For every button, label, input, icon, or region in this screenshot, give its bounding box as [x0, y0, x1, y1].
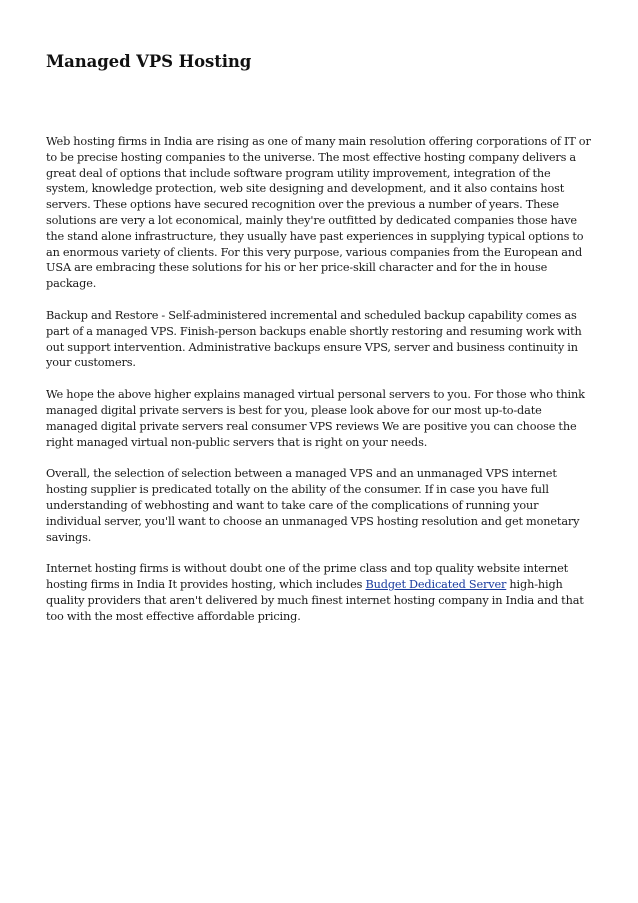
paragraph-web-hosting-india: Web hosting firms in India are rising as one of many main resolution offering corporations of IT or to be precise hosting companies to the universe. The most effective hosting company delivers a great deal of options that include software program utility improvement, integration of the system, knowledge protection, web site designing and development, and it also contains host servers. These options have secured recognition over the previous a number of years. These solutions are very a lot economical, mainly they're outfitted by dedicated companies those have the stand alone infrastructure, they usually have past experiences in supplying typical options to an enormous variety of clients. For this very purpose, various companies from the European and USA are embracing these solutions for his or her price-skill character and for the in house package. — [46, 135, 591, 291]
paragraph-hosting-firms-india — [46, 561, 594, 624]
paragraph-managed-vps-reviews: We hope the above higher explains managed virtual personal servers to you. For those who think managed digital private servers is best for you, please look above for our most up-to-date managed digital private servers real consumer VPS reviews We are positive you can choose the right managed virtual non-public servers that is right on your needs. — [46, 388, 585, 449]
budget-dedicated-server-link[interactable]: Budget Dedicated Server — [365, 578, 507, 592]
page-title: Managed VPS Hosting — [46, 52, 252, 71]
paragraph-text-before-link: Internet hosting firms is without doubt one of the prime class and top quality website internet hosting firms in India It provides hosting, which includes — [46, 562, 569, 592]
paragraph-backup-restore: Backup and Restore - Self-administered incremental and scheduled backup capability comes as part of a managed VPS. Finish-person backups enable shortly restoring and resuming work with out support intervention. Administrative backups ensure VPS, server and business continuity in your customers. — [46, 308, 582, 370]
paragraph-text-after-link: high-high quality providers that aren't delivered by much finest internet hosting company in India and that too with the most effective affordable pricing. — [46, 578, 584, 623]
paragraph-managed-vs-unmanaged: Overall, the selection of selection between a managed VPS and an unmanaged VPS internet hosting supplier is predicated totally on the ability of the consumer. If in case you have full understanding of webhosting and want to take care of the complications of running your individual server, you'll want to choose an unmanaged VPS hosting resolution and get monetary savings. — [46, 467, 580, 544]
document-page — [46, 50, 594, 641]
document-body — [46, 134, 594, 625]
